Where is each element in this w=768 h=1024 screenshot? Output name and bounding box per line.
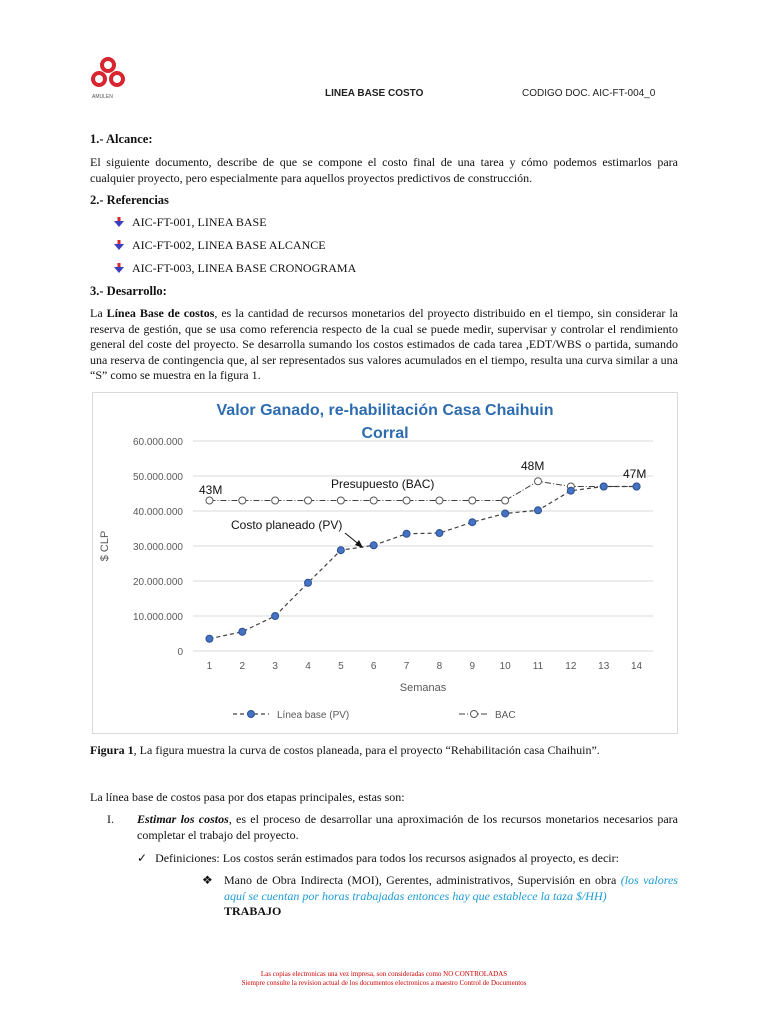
- x-tick-label: 10: [499, 661, 511, 672]
- bac-point: [436, 497, 443, 504]
- y-tick-label: 10.000.000: [132, 612, 183, 623]
- pv-point: [206, 635, 213, 642]
- x-tick-label: 13: [598, 661, 610, 672]
- footer-line-2: Siempre consulte la revision actual de los documentos electronicos a maestro Control de Documentos: [241, 979, 527, 987]
- pv-point: [633, 483, 640, 490]
- logo: [88, 54, 128, 94]
- y-tick-label: 0: [177, 647, 183, 658]
- stage-estimate: Estimar los costos, es el proceso de desarrollar una aproximación de los recursos monetarios necesarios para completar el trabajo del proyecto.: [137, 812, 678, 842]
- bac-point: [239, 497, 246, 504]
- bac-point: [535, 478, 542, 485]
- y-tick-label: 20.000.000: [132, 577, 183, 588]
- pv-point: [535, 507, 542, 514]
- chart-title: Valor Ganado, re-habilitación Casa Chaihuin: [216, 402, 554, 419]
- pv-point: [436, 530, 443, 537]
- section-2-heading: 2.- Referencias: [90, 193, 169, 207]
- section-1-heading: 1.- Alcance:: [90, 132, 153, 146]
- reference-item: [114, 261, 356, 276]
- pv-point: [272, 613, 279, 620]
- x-tick-label: 4: [305, 661, 311, 672]
- x-tick-label: 12: [565, 661, 577, 672]
- cost-baseline-chart: [93, 393, 677, 733]
- x-tick-label: 6: [370, 661, 377, 672]
- definitions-item: ✓ Definiciones: Los costos serán estimados para todos los recursos asignados al proyecto, es decir:: [137, 851, 619, 865]
- bac-point: [370, 497, 377, 504]
- section-1-text: El siguiente documento, describe de que se compone el costo final de una tarea y cómo podemos estimarlos para cualquier proyecto, pero especialmente para aquellos proyectos predictivos de construcción.: [90, 155, 678, 185]
- bac-point: [206, 497, 213, 504]
- footer-line-1: Las copias electronicas una vez impresa, son consideradas como NO CONTROLADAS: [260, 970, 508, 978]
- pv-point: [502, 510, 509, 517]
- y-tick-label: 50.000.000: [132, 472, 183, 483]
- section-3-heading: 3.- Desarrollo:: [90, 284, 167, 298]
- x-tick-label: 14: [631, 661, 643, 672]
- figure-caption: Figura 1, La figura muestra la curva de costos planeada, para el proyecto “Rehabilitación casa Chaihuin”.: [90, 743, 600, 757]
- reference-label: AIC-FT-001, LINEA BASE: [132, 215, 267, 229]
- doc-title: LINEA BASE COSTO: [325, 88, 424, 99]
- pv-point: [567, 487, 574, 494]
- reference-item: [114, 238, 326, 253]
- diamond-bullet-icon: ❖: [202, 873, 213, 887]
- stages-intro: La línea base de costos pasa por dos etapas principales, estas son:: [90, 790, 405, 804]
- section-3-text: La Línea Base de costos, es la cantidad de recursos monetarios del proyecto distribuido en el tiempo, sin considerar la reserva de gestión, que se usa como referencia respecto de la cual se puede medir, supervisar y controlar el rendimiento general del coste del proyecto. Se desarrolla sumando los costos estimados de cada tarea ,EDT/WBS o partida, sumando una reserva de contingencia que, al ser representados sus valores acumulados en el tiempo, resulta una curva similar a una “S” como se muestra en la figura 1.: [90, 306, 678, 382]
- figure-label: Figura 1: [90, 743, 134, 757]
- pv-point: [370, 542, 377, 549]
- x-tick-label: 7: [403, 661, 410, 672]
- annotation-43m: 43M: [199, 483, 223, 497]
- legend-bac-label: BAC: [495, 710, 516, 721]
- y-tick-label: 60.000.000: [132, 437, 183, 448]
- x-axis-label: Semanas: [399, 682, 447, 694]
- x-tick-label: 1: [206, 661, 213, 672]
- y-tick-label: 40.000.000: [132, 507, 183, 518]
- pv-point: [403, 530, 410, 537]
- x-tick-label: 8: [436, 661, 443, 672]
- legend-bac-marker: [471, 711, 478, 718]
- moi-item: ❖ Mano de Obra Indirecta (MOI), Gerentes, administrativos, Supervisión en obra (los valores aquí se cuentan por horas trabajadas entonces hay que establece la taza $/HH) TRABAJO: [202, 873, 678, 918]
- x-tick-label: 3: [272, 661, 278, 672]
- check-icon: ✓: [137, 851, 148, 865]
- y-axis-label: $ CLP: [99, 530, 111, 562]
- x-tick-label: 9: [469, 661, 476, 672]
- bac-point: [337, 497, 344, 504]
- x-tick-label: 2: [239, 661, 246, 672]
- annotation-47m: 47M: [623, 467, 647, 481]
- pv-point: [305, 579, 312, 586]
- annotation-arrowhead: [355, 540, 363, 548]
- annotation-bac: Presupuesto (BAC): [331, 477, 435, 491]
- arrow-bullet-icon: [114, 240, 124, 250]
- annotation-pv: Costo planeado (PV): [231, 518, 343, 532]
- pv-point: [469, 519, 476, 526]
- x-tick-label: 11: [532, 661, 544, 672]
- legend-pv-marker: [248, 711, 255, 718]
- arrow-bullet-icon: [114, 263, 124, 273]
- reference-item: [114, 215, 267, 230]
- chart-container: [92, 392, 678, 734]
- logo-text: AMULEN: [92, 94, 113, 100]
- stage-number: I.: [107, 812, 114, 826]
- reference-label: AIC-FT-002, LINEA BASE ALCANCE: [132, 238, 326, 252]
- y-tick-label: 30.000.000: [132, 542, 183, 553]
- chart-title: Corral: [361, 425, 409, 442]
- pv-point: [600, 483, 607, 490]
- doc-code: CODIGO DOC. AIC-FT-004_0: [522, 88, 656, 99]
- pv-point: [239, 628, 246, 635]
- reference-label: AIC-FT-003, LINEA BASE CRONOGRAMA: [132, 261, 357, 275]
- bac-point: [305, 497, 312, 504]
- bac-point: [502, 497, 509, 504]
- legend-pv-label: Línea base (PV): [277, 710, 350, 721]
- annotation-48m: 48M: [521, 459, 545, 473]
- pv-point: [337, 547, 344, 554]
- bac-point: [272, 497, 279, 504]
- arrow-bullet-icon: [114, 217, 124, 227]
- bac-point: [469, 497, 476, 504]
- logo-icon: [88, 54, 128, 94]
- bac-point: [403, 497, 410, 504]
- x-tick-label: 5: [338, 661, 344, 672]
